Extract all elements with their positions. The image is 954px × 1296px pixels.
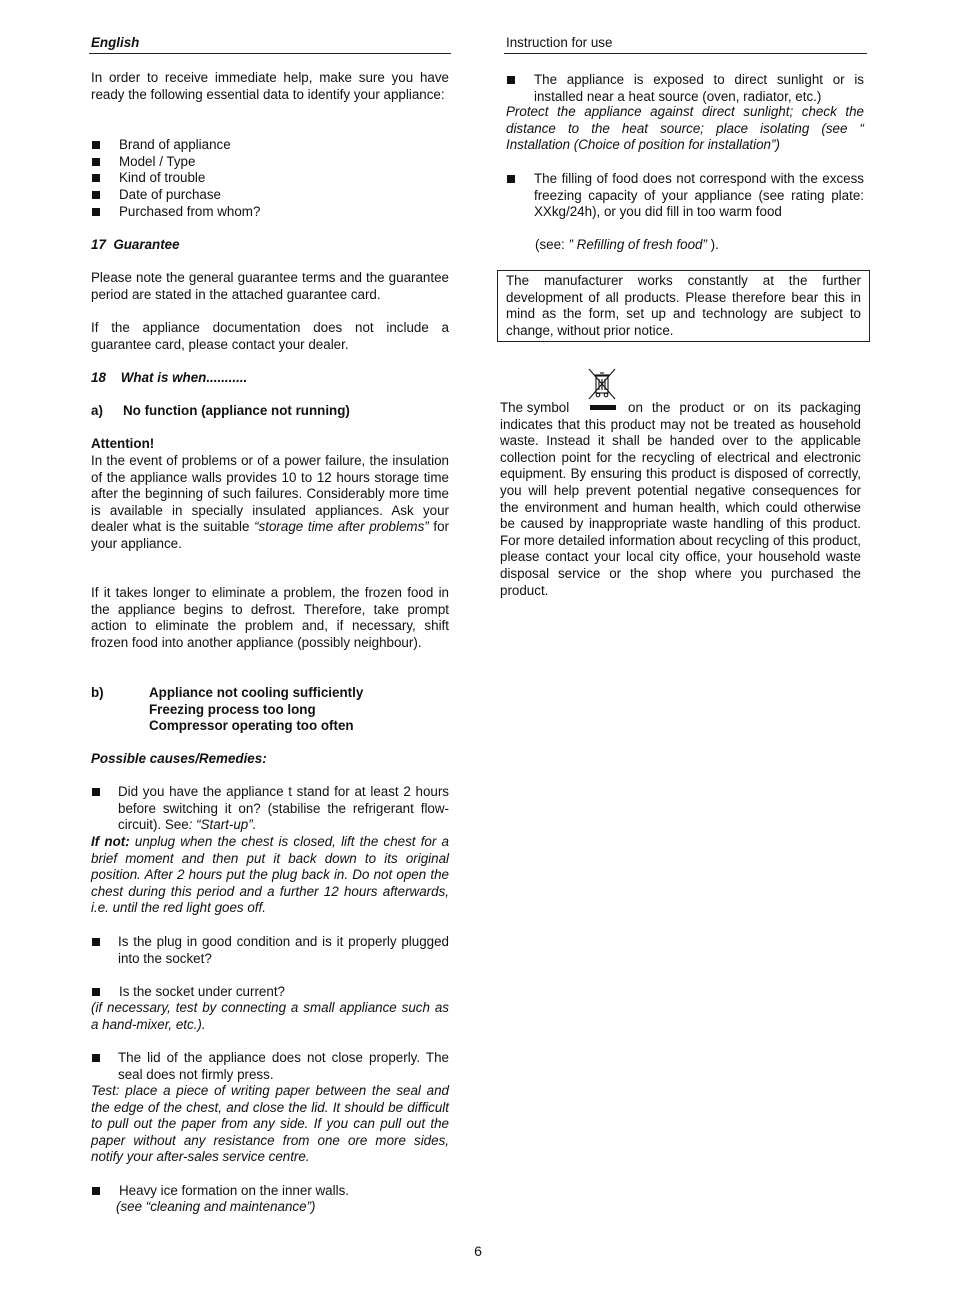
causes-heading: Possible causes/Remedies:: [91, 751, 267, 766]
attention-paragraph-2: If it takes longer to eliminate a problem, the frozen food in the appliance begins to defrost. Therefore, take prompt action to eliminate the problem and, if necessary, shift frozen food into another appliance (possibly neighbour).: [91, 585, 449, 650]
section-a-label: a): [91, 403, 103, 418]
section-b-titles: Appliance not cooling sufficiently Freezing process too long Compressor operating too often: [149, 685, 364, 734]
list-item: Heavy ice formation on the inner walls.: [91, 1183, 449, 1200]
manufacturer-notice-text: The manufacturer works constantly at the further development of all products. Please therefore bear this in mind as the form, set up and technology are subject to change, without prior notice.: [506, 273, 861, 338]
bullet-square-icon: [92, 788, 100, 796]
section-a-title: No function (appliance not running): [123, 403, 350, 418]
crossed-out-wheelie-bin-icon: [585, 367, 619, 401]
bullet-square-icon: [92, 938, 100, 946]
header-right: [504, 35, 867, 54]
section-b-label: b): [91, 685, 104, 700]
list-item: Did you have the appliance t stand for at least 2 hours before switching it on? (stabilise the refrigerant flow-circuit). See: “Start-up”.: [91, 784, 449, 834]
bullet-square-icon: [92, 1054, 100, 1062]
list-item: The appliance is exposed to direct sunlight or is installed near a heat source (oven, radiator, etc.): [506, 72, 864, 105]
if-not-paragraph: If not: unplug when the chest is closed, lift the chest for a brief moment and then put it back down to its original position. After 2 hours put the plug back in. Do not open the chest during this period and a further 12 hours afterwards, i.e. until the red light goes off.: [91, 834, 449, 916]
list-item: Is the plug in good condition and is it properly plugged into the socket?: [91, 934, 449, 967]
list-item: Brand of appliance: [91, 137, 449, 154]
weee-symbol-label: The symbol: [500, 400, 570, 415]
list-item: The filling of food does not correspond with the excess freezing capacity of your appliance (see rating plate: XXkg/24h), or you did fill in too warm food: [506, 171, 864, 221]
list-item: Kind of trouble: [91, 170, 449, 187]
header-title: Instruction for use: [506, 35, 613, 50]
bullet-square-icon: [92, 141, 100, 149]
ice-formation-note: (see “cleaning and maintenance”): [116, 1199, 316, 1214]
bullet-square-icon: [92, 208, 100, 216]
bullet-square-icon: [92, 1187, 100, 1195]
header-left: [89, 35, 451, 54]
lid-test-paragraph: Test: place a piece of writing paper between the seal and the edge of the chest, and close the lid. It should be difficult to pull out the paper from any side. If you can pull out the paper without any resistance from one ore more sides, notify your after-sales service centre.: [91, 1083, 449, 1165]
bullet-square-icon: [507, 175, 515, 183]
list-item: Is the socket under current?: [91, 984, 449, 1001]
list-item: Date of purchase: [91, 187, 449, 204]
guarantee-heading: 17 Guarantee: [91, 237, 180, 252]
attention-paragraph-1: In the event of problems or of a power failure, the insulation of the appliance walls provides 10 to 12 hours storage time after the beginning of such failures. Considerably more time is available in specially insulated appliances. Ask your dealer what is the suitable “storage time after problems” for your appliance.: [91, 453, 449, 551]
intro-paragraph: In order to receive immediate help, make sure you have ready the following essential data to identify your appliance:: [91, 70, 449, 102]
refilling-reference: (see: ” Refilling of fresh food” ).: [535, 237, 719, 252]
bullet-square-icon: [507, 76, 515, 84]
bullet-square-icon: [92, 158, 100, 166]
list-item: Model / Type: [91, 154, 449, 171]
guarantee-paragraph-1: Please note the general guarantee terms and the guarantee period are stated in the attached guarantee card.: [91, 270, 449, 302]
bullet-square-icon: [92, 191, 100, 199]
what-is-when-heading: 18 What is when...........: [91, 370, 248, 385]
list-item: Purchased from whom?: [91, 204, 449, 221]
weee-paragraph: [500, 400, 861, 599]
weee-text: on the product or on its packaging indicates that this product may not be treated as household waste. Instead it shall be handed over to the applicable collection point for the recycling of electrical and electronic equipment. By ensuring this product is disposed of correctly, you will help prevent potential negative consequences for the environment and human health, which could otherwise be caused by inappropriate waste handling of this product. For more detailed information about recycling of this product, please contact your local city office, your household waste disposal service or the shop where you purchased the product.: [500, 400, 861, 598]
section-a-heading: [91, 403, 449, 420]
page-number: 6: [474, 1243, 482, 1259]
bullet-square-icon: [92, 988, 100, 996]
list-item: The lid of the appliance does not close properly. The seal does not firmly press.: [91, 1050, 449, 1083]
bullet-square-icon: [92, 174, 100, 182]
attention-heading: Attention!: [91, 436, 155, 451]
header-language: English: [91, 35, 140, 50]
socket-test-note: (if necessary, test by connecting a small appliance such as a hand-mixer, etc.).: [91, 1000, 449, 1032]
manufacturer-notice-box: [497, 270, 870, 342]
sunlight-note: Protect the appliance against direct sunlight; check the distance to the heat source; place isolating (see “ Installation (Choice of position for installation”): [506, 104, 864, 153]
guarantee-paragraph-2: If the appliance documentation does not include a guarantee card, please contact your dealer.: [91, 320, 449, 352]
